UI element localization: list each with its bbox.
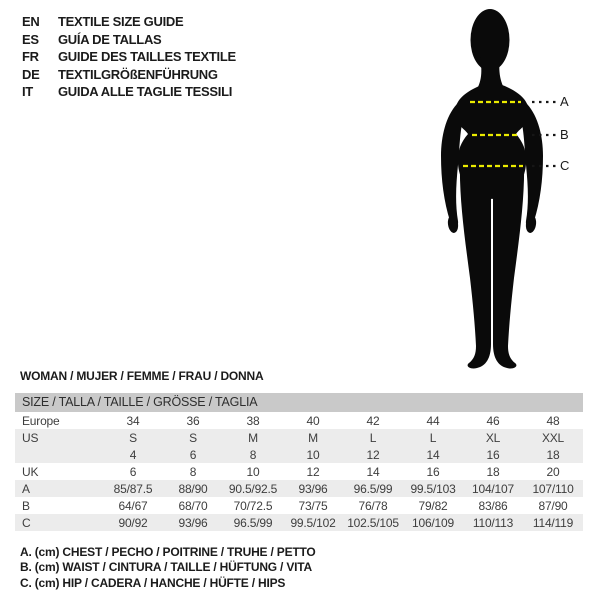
table-row-b-waist [15, 497, 583, 514]
size-cell: L [369, 430, 377, 445]
size-cell: 85/87.5 [113, 481, 153, 496]
size-cell: 10 [246, 464, 260, 479]
guide-title: TEXTILGRÖßENFÜHRUNG [58, 66, 218, 82]
language-title-list [22, 13, 236, 101]
size-cell: 73/75 [298, 498, 328, 513]
size-cell: 48 [546, 413, 560, 428]
size-table-header: SIZE / TALLA / TAILLE / GRÖSSE / TAGLIA [15, 393, 583, 412]
size-cell: 88/90 [178, 481, 208, 496]
size-cell: 96.5/99 [353, 481, 393, 496]
row-label: UK [22, 464, 39, 479]
size-table [15, 393, 583, 531]
row-label: US [22, 430, 39, 445]
size-cell: 12 [306, 464, 320, 479]
guide-title: GUIDE DES TAILLES TEXTILE [58, 49, 236, 65]
language-row [22, 66, 236, 84]
language-row [22, 31, 236, 49]
size-cell: 104/107 [472, 481, 514, 496]
size-cell: 8 [249, 447, 257, 462]
section-title: WOMAN / MUJER / FEMME / FRAU / DONNA [20, 369, 264, 383]
size-cell: 83/86 [478, 498, 508, 513]
marker-label-a: A [560, 94, 569, 109]
table-row-a-chest [15, 480, 583, 497]
size-cell: 64/67 [118, 498, 148, 513]
size-cell: 40 [306, 413, 320, 428]
language-row [22, 13, 236, 31]
size-cell: 96.5/99 [233, 515, 273, 530]
guide-title: TEXTILE SIZE GUIDE [58, 14, 184, 30]
size-cell: 114/119 [532, 515, 574, 530]
size-cell: 107/110 [532, 481, 574, 496]
size-cell: 16 [426, 464, 440, 479]
size-cell: 18 [486, 464, 500, 479]
woman-silhouette [441, 9, 543, 369]
size-cell: 8 [189, 464, 197, 479]
size-cell: 99.5/102 [290, 515, 336, 530]
size-cell: L [429, 430, 437, 445]
table-row-us-numbers [15, 446, 583, 463]
size-cell: 93/96 [178, 515, 208, 530]
size-cell: 36 [186, 413, 200, 428]
size-cell: 76/78 [358, 498, 388, 513]
language-row [22, 48, 236, 66]
legend-line-chest: A. (cm) CHEST / PECHO / POITRINE / TRUHE / PETTO [20, 545, 316, 559]
language-row [22, 83, 236, 101]
table-row-c-hip [15, 514, 583, 531]
table-row-europe [15, 412, 583, 429]
size-cell: 110/113 [472, 515, 514, 530]
size-cell: 106/109 [412, 515, 454, 530]
marker-label-b: B [560, 127, 569, 142]
row-label: A [22, 481, 30, 496]
size-cell: 38 [246, 413, 260, 428]
size-cell: S [189, 430, 197, 445]
size-cell: M [308, 430, 318, 445]
size-cell: 10 [306, 447, 320, 462]
size-cell: 14 [426, 447, 440, 462]
row-label: Europe [22, 413, 60, 428]
size-cell: XL [485, 430, 501, 445]
size-cell: 99.5/103 [410, 481, 456, 496]
language-code: DE [22, 66, 40, 82]
size-cell: 18 [546, 447, 560, 462]
size-cell: 79/82 [418, 498, 448, 513]
size-cell: 4 [129, 447, 137, 462]
table-row-uk [15, 463, 583, 480]
size-cell: 90/92 [118, 515, 148, 530]
legend-line-waist: B. (cm) WAIST / CINTURA / TAILLE / HÜFTUNG / VITA [20, 560, 312, 575]
size-cell: 68/70 [178, 498, 208, 513]
marker-label-c: C [560, 158, 570, 173]
size-cell: 14 [366, 464, 380, 479]
size-cell: 42 [366, 413, 380, 428]
size-cell: S [129, 430, 137, 445]
size-cell: 20 [546, 464, 560, 479]
size-cell: 34 [126, 413, 140, 428]
size-cell: 93/96 [298, 481, 328, 496]
language-code: EN [22, 14, 40, 30]
language-code: ES [22, 31, 39, 47]
size-cell: 70/72.5 [233, 498, 273, 513]
size-cell: 102.5/105 [347, 515, 399, 530]
size-cell: 44 [426, 413, 440, 428]
row-label: B [22, 498, 30, 513]
guide-title: GUIDA ALLE TAGLIE TESSILI [58, 84, 233, 100]
row-label: C [22, 515, 31, 530]
size-cell: 16 [486, 447, 500, 462]
size-cell: 46 [486, 413, 500, 428]
size-cell: XXL [541, 430, 565, 445]
language-code: FR [22, 49, 39, 65]
measurement-legend [20, 545, 316, 591]
guide-title: GUÍA DE TALLAS [58, 31, 162, 47]
size-cell: 6 [189, 447, 197, 462]
woman-silhouette-figure [420, 0, 600, 380]
size-cell: 12 [366, 447, 380, 462]
legend-line-hip: C. (cm) HIP / CADERA / HANCHE / HÜFTE / HIPS [20, 575, 286, 590]
size-cell: M [248, 430, 258, 445]
language-code: IT [22, 84, 33, 100]
size-cell: 90.5/92.5 [228, 481, 278, 496]
size-cell: 87/90 [538, 498, 568, 513]
table-row-us-letters [15, 429, 583, 446]
size-cell: 6 [129, 464, 137, 479]
